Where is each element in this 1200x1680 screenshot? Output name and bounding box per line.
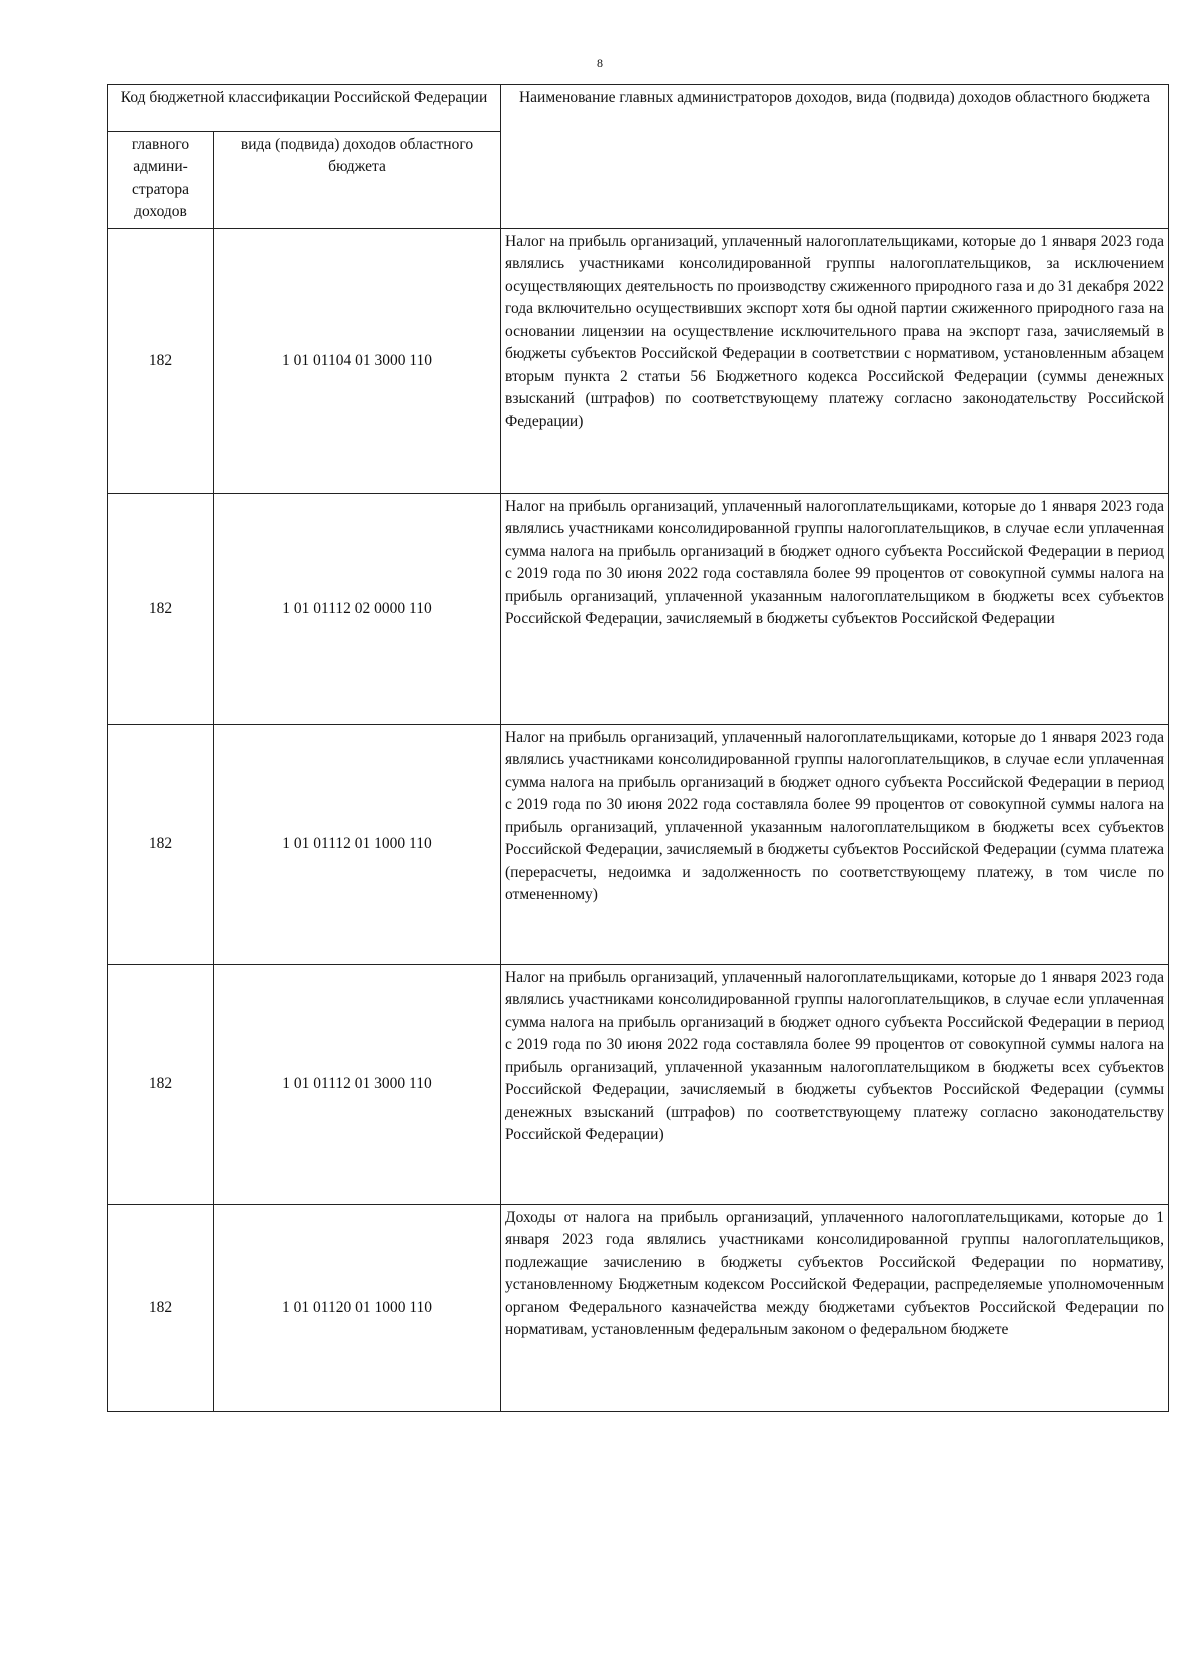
income-code-cell: 1 01 01104 01 3000 110 [214, 229, 501, 494]
table-row [108, 229, 1169, 494]
description-cell: Доходы от налога на прибыль организаций, уплаченного налогоплательщиками, которые до 1 января 2023 года являлись участниками консолидированной группы налогоплательщиков, подлежащие зачислению в бюджеты субъектов Российской Федерации по нормативу, установленному Бюджетным кодексом Российской Федерации, распределяемые уполномоченным органом Федерального казначейства между бюджетами субъектов Российской Федерации по нормативам, установленным федеральным законом о федеральном бюджете [501, 1205, 1169, 1412]
income-code-cell: 1 01 01112 02 0000 110 [214, 494, 501, 725]
admin-code-cell: 182 [108, 494, 214, 725]
admin-code-cell: 182 [108, 229, 214, 494]
income-code-cell: 1 01 01120 01 1000 110 [214, 1205, 501, 1412]
table-row [108, 494, 1169, 725]
description-cell: Налог на прибыль организаций, уплаченный налогоплательщиками, которые до 1 января 2023 года являлись участниками консолидированной группы налогоплательщиков, в случае если уплаченная сумма налога на прибыль организаций в бюджет одного субъекта Российской Федерации в период с 2019 года по 30 июня 2022 года составляла более 99 процентов от совокупной суммы налога на прибыль организаций, уплаченной указанным налогоплательщиком в бюджеты всех субъектов Российской Федерации, зачисляемый в бюджеты субъектов Российской Федерации (сумма платежа (перерасчеты, недоимка и задолженность по соответствующему платежу, в том числе по отмененному) [501, 725, 1169, 965]
header-name: Наименование главных администраторов доходов, вида (подвида) доходов областного бюджета [501, 85, 1169, 229]
description-cell: Налог на прибыль организаций, уплаченный налогоплательщиками, которые до 1 января 2023 года являлись участниками консолидированной группы налогоплательщиков, в случае если уплаченная сумма налога на прибыль организаций в бюджет одного субъекта Российской Федерации в период с 2019 года по 30 июня 2022 года составляла более 99 процентов от совокупной суммы налога на прибыль организаций, уплаченной указанным налогоплательщиком в бюджеты всех субъектов Российской Федерации, зачисляемый в бюджеты субъектов Российской Федерации [501, 494, 1169, 725]
table-row [108, 1205, 1169, 1412]
income-code-cell: 1 01 01112 01 1000 110 [214, 725, 501, 965]
header-income-col: вида (подвида) доходов областного бюджета [214, 132, 501, 229]
description-cell: Налог на прибыль организаций, уплаченный налогоплательщиками, которые до 1 января 2023 года являлись участниками консолидированной группы налогоплательщиков, в случае если уплаченная сумма налога на прибыль организаций в бюджет одного субъекта Российской Федерации в период с 2019 года по 30 июня 2022 года составляла более 99 процентов от совокупной суммы налога на прибыль организаций, уплаченной указанным налогоплательщиком в бюджеты всех субъектов Российской Федерации, зачисляемый в бюджеты субъектов Российской Федерации (суммы денежных взысканий (штрафов) по соответствующему платежу согласно законодательству Российской Федерации) [501, 965, 1169, 1205]
income-code-cell: 1 01 01112 01 3000 110 [214, 965, 501, 1205]
admin-code-cell: 182 [108, 725, 214, 965]
page-number: 8 [597, 56, 603, 70]
header-bk-code: Код бюджетной классификации Российской Федерации [108, 85, 501, 132]
header-admin-col: главного админи-стратора доходов [108, 132, 214, 229]
table-row [108, 725, 1169, 965]
admin-code-cell: 182 [108, 965, 214, 1205]
table-row [108, 965, 1169, 1205]
admin-code-cell: 182 [108, 1205, 214, 1412]
description-cell: Налог на прибыль организаций, уплаченный налогоплательщиками, которые до 1 января 2023 года являлись участниками консолидированной группы налогоплательщиков, за исключением осуществляющих деятельность по производству сжиженного природного газа и до 31 декабря 2022 года включительно осуществивших экспорт хотя бы одной партии сжиженного природного газа на основании лицензии на осуществление исключительного права на экспорт газа, зачисляемый в бюджеты субъектов Российской Федерации в соответствии с нормативом, установленным абзацем вторым пункта 2 статьи 56 Бюджетного кодекса Российской Федерации (суммы денежных взысканий (штрафов) по соответствующему платежу согласно законодательству Российской Федерации) [501, 229, 1169, 494]
budget-classification-table [107, 84, 1169, 1412]
table-header-row [108, 85, 1169, 132]
